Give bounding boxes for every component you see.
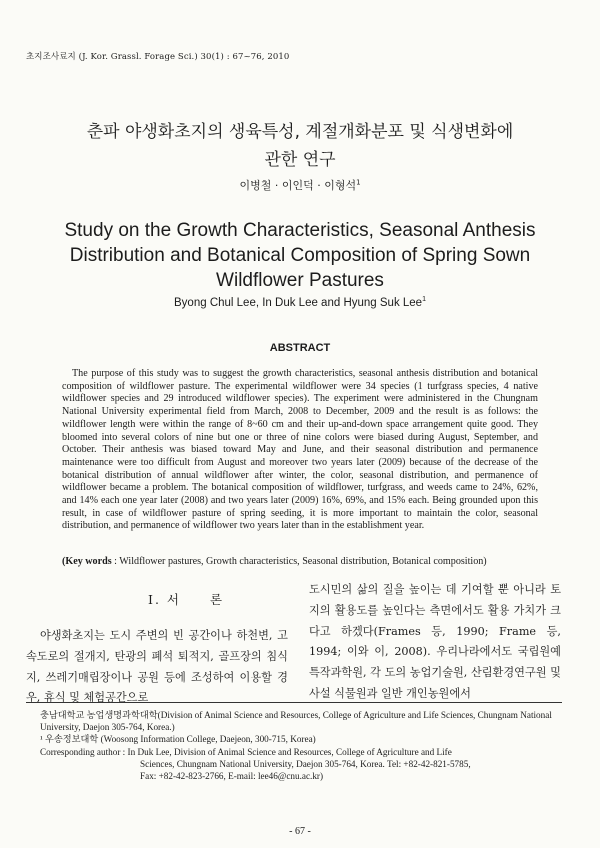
korean-author-names: 이병철 · 이인덕 · 이형석 [239,179,357,192]
abstract-heading: ABSTRACT [269,342,331,354]
body-right-column: 도시민의 삶의 질을 높이는 데 기여할 뿐 아니라 토지의 활용도를 높인다는 측면에서도 활용 가치가 크다고 하겠다(Frames 등, 1990; Frame 등, 1994; 이와 이, 2008). 우리나라에서도 국립원예특작과학원, 각 도의 농업기술원, 산림환경연구원 및 사설 식물원과 일반 개인농원에서 [309,583,561,700]
keywords-label: (Key words [62,556,112,567]
body-left-column: 야생화초지는 도시 주변의 빈 공간이나 하천변, 고속도로의 절개지, 탄광의 폐석 퇴적지, 골프장의 침식지, 쓰레기매립장이나 공원 등에 조성하여 이용할 경우, 휴식 및 체험공간으로 [26,629,288,705]
korean-author-mark: 1 [356,178,361,187]
footnotes [40,709,570,782]
english-title-line-1: Study on the Growth Characteristics, Seasonal Anthesis [64,220,536,241]
section-heading: I. 서 론 [148,592,225,607]
english-authors [0,297,600,309]
english-author-mark: 1 [422,296,426,304]
keywords [62,556,552,567]
english-author-names: Byong Chul Lee, In Duk Lee and Hyung Suk Lee [174,297,423,309]
korean-authors [0,177,600,193]
footnote-corresponding-line-3: Fax: +82-42-823-2766, E-mail: lee46@cnu.ac.kr) [140,771,324,782]
keywords-text: : Wildflower pastures, Growth characteristics, Seasonal distribution, Botanical composition) [111,556,487,567]
footnote-divider [26,702,562,703]
english-title-line-2: Distribution and Botanical Composition of Spring Sown [69,245,531,266]
footnote-1: ¹ 우송정보대학 (Woosong Information College, Daejeon, 300-715, Korea) [40,734,316,745]
footnote-affiliation: 충남대학교 농업생명과학대학(Division of Animal Science and Resources, College of Agriculture and Life Sciences, Chungnam National University, Daejon 305-764, Korea.) [40,710,552,733]
footnote-corresponding: Corresponding author : In Duk Lee, Division of Animal Science and Resources, College of Agriculture and Life [40,746,452,757]
journal-header: 초지조사료지 (J. Kor. Grassl. Forage Sci.) 30(1) : 67~76, 2010 [26,52,290,62]
korean-title-line-2: 관한 연구 [264,150,336,170]
abstract-body: The purpose of this study was to suggest the growth characteristics, seasonal anthesis distribution and botanical composition of wildflower pasture. The experimental wildflower were 34 species (1 turfgrass species, 4 native wildflower species and 29 introduced wildflower species). The experiment were administered in the Chungnam National University experimental field from March, 2008 to December, 2009 and the result is as follows: the wildflower length were within the range of 8~60 cm and their up-and-down space arrangement quite good. They bloomed into several colors of nine but one or three of nine colors were biased during August, September, and October. Their anthesis was biased toward May and June, and their seasonal distribution and permanence maintenance were too difficult from August and moreover two years later (2009) because of the decrease of the botanical distribution of annual wildflower after winter, the color, seasonal distribution, and permanence of wildflower became a problem. The botanical composition of wildflower, turfgrass, and weeds came to 24%, 62%, and 14% each one year later (2008) and two years later (2009) 16%, 69%, and 15% each. Being grounded upon this result, in case of wildflower pasture of spring seeding, it is more important to maintain the color, seasonal distribution, and permanence of wildflower two years later than in the establishment year. [62,368,538,532]
footnote-corresponding-line-2: Sciences, Chungnam National University, Daejon 305-764, Korea. Tel: +82-42-821-5785, [140,758,471,769]
korean-title-line-1: 춘파 야생화초지의 생육특성, 계절개화분포 및 식생변화에 [86,122,514,142]
english-title-line-3: Wildflower Pastures [216,270,384,291]
page-number: - 67 - [289,826,311,837]
